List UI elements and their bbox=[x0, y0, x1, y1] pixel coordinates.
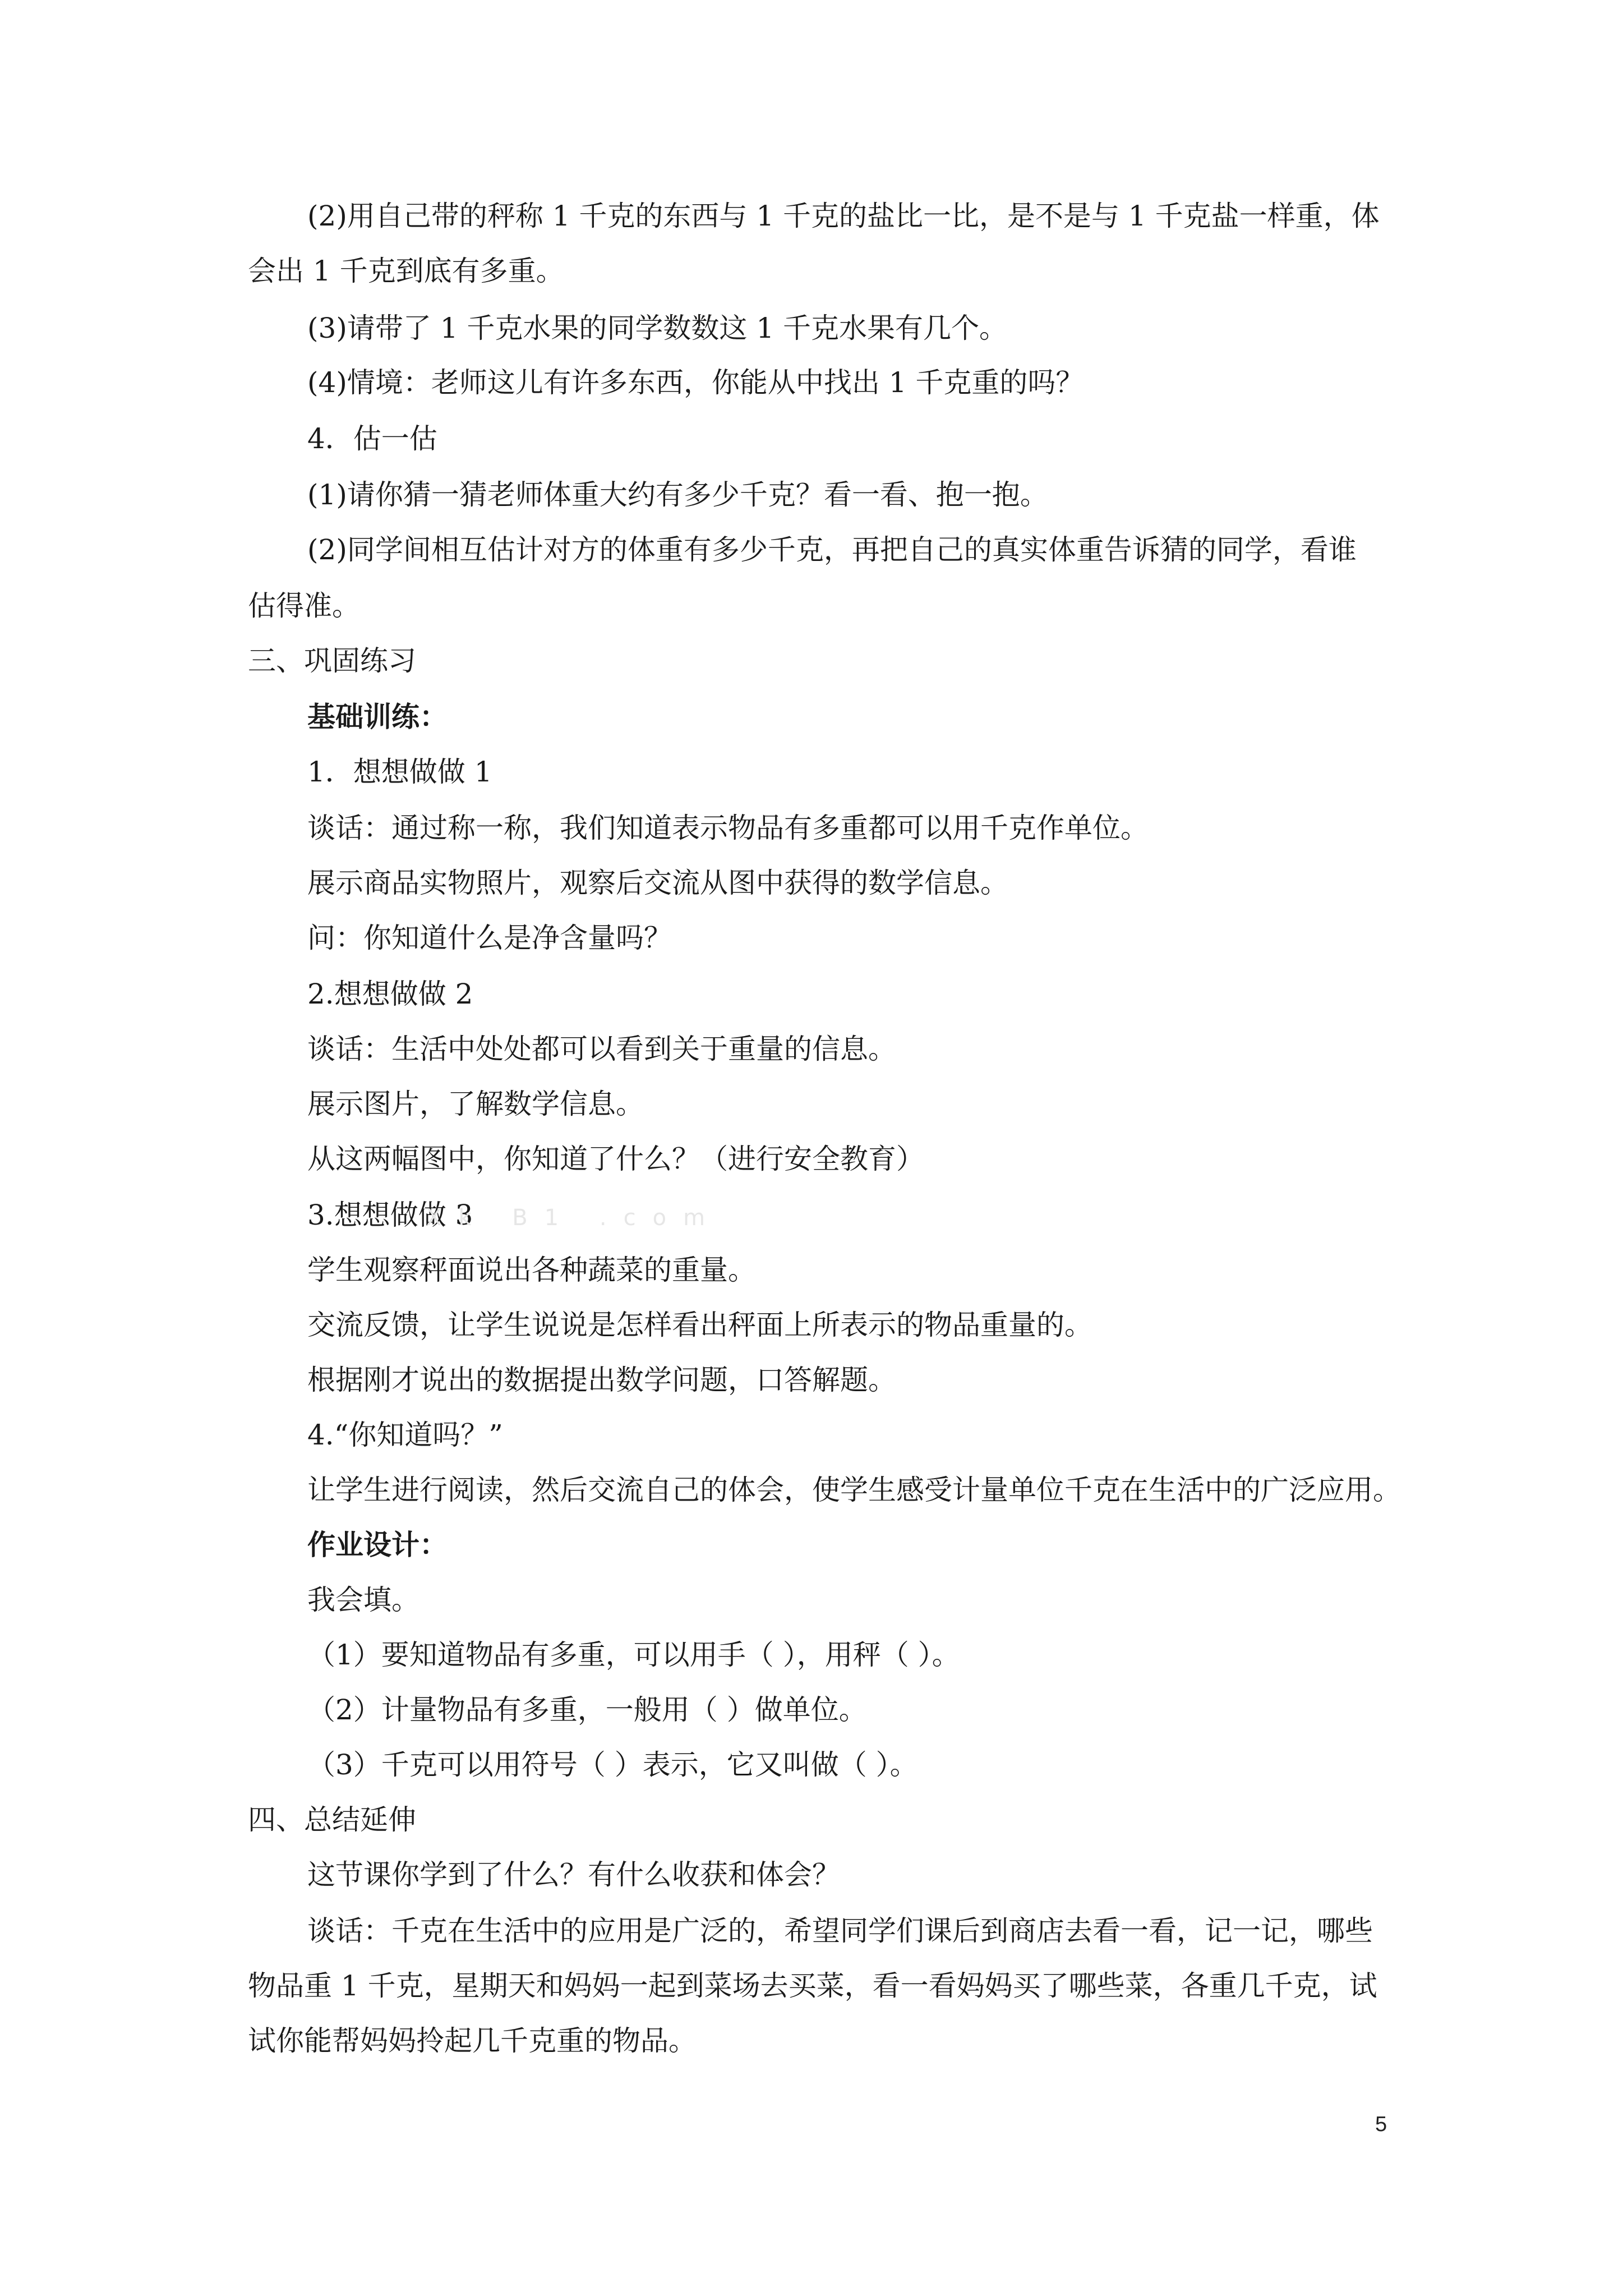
section-heading: 四、总结延伸 bbox=[248, 1803, 416, 1836]
exercise-title: 1．想想做做 1 bbox=[307, 756, 492, 788]
paragraph-line: 学生观察秤面说出各种蔬菜的重量。 bbox=[307, 1254, 756, 1286]
exercise-title: 3.想想做做 3 bbox=[307, 1199, 473, 1231]
section-heading: 三、巩固练习 bbox=[248, 645, 416, 677]
watermark: Xk B1 .com bbox=[426, 1205, 722, 1231]
section-heading: 4．估一估 bbox=[307, 422, 437, 455]
paragraph-line: 展示商品实物照片，观察后交流从图中获得的数学信息。 bbox=[307, 867, 1008, 899]
paragraph-line: 谈话：通过称一称，我们知道表示物品有多重都可以用千克作单位。 bbox=[307, 812, 1149, 844]
paragraph-line: 从这两幅图中，你知道了什么？（进行安全教育） bbox=[307, 1143, 924, 1175]
paragraph-line: (4)情境：老师这儿有许多东西，你能从中找出 1 千克重的吗？ bbox=[307, 366, 1084, 399]
fill-in-question: （3）千克可以用符号（ ）表示，它又叫做（ ）。 bbox=[307, 1749, 918, 1781]
exercise-title: 2.想想做做 2 bbox=[307, 978, 473, 1010]
fill-in-question: （2）计量物品有多重，一般用（ ）做单位。 bbox=[307, 1694, 867, 1726]
paragraph-line: 这节课你学到了什么？有什么收获和体会？ bbox=[307, 1858, 840, 1891]
paragraph-line: 问：你知道什么是净含量吗？ bbox=[307, 922, 672, 954]
paragraph-line: (2)用自己带的秤称 1 千克的东西与 1 千克的盐比一比，是不是与 1 千克盐一样重，体 bbox=[307, 200, 1380, 232]
exercise-title: 4.“你知道吗？” bbox=[307, 1419, 503, 1451]
paragraph-line: 展示图片，了解数学信息。 bbox=[307, 1088, 644, 1120]
paragraph-line: 我会填。 bbox=[307, 1584, 419, 1616]
paragraph-line: 试你能帮妈妈拎起几千克重的物品。 bbox=[248, 2024, 697, 2057]
paragraph-line: (2)同学间相互估计对方的体重有多少千克，再把自己的真实体重告诉猜的同学，看谁 bbox=[307, 533, 1357, 566]
paragraph-line: 根据刚才说出的数据提出数学问题，口答解题。 bbox=[307, 1364, 896, 1396]
paragraph-line: 会出 1 千克到底有多重。 bbox=[248, 255, 564, 287]
paragraph-line: 让学生进行阅读，然后交流自己的体会，使学生感受计量单位千克在生活中的广泛应用。 bbox=[307, 1474, 1401, 1506]
paragraph-line: 估得准。 bbox=[248, 590, 360, 622]
paragraph-line: (1)请你猜一猜老师体重大约有多少千克？看一看、抱一抱。 bbox=[307, 478, 1048, 511]
paragraph-line: 物品重 1 千克，星期天和妈妈一起到菜场去买菜，看一看妈妈买了哪些菜，各重几千克，试 bbox=[248, 1970, 1377, 2002]
paragraph-line: 谈话：生活中处处都可以看到关于重量的信息。 bbox=[307, 1033, 896, 1065]
paragraph-line: (3)请带了 1 千克水果的同学数数这 1 千克水果有几个。 bbox=[307, 312, 1008, 344]
subheading-basic-training: 基础训练： bbox=[307, 700, 448, 733]
fill-in-question: （1）要知道物品有多重，可以用手（ ），用秤（ ）。 bbox=[307, 1639, 960, 1671]
page-number: 5 bbox=[1375, 2113, 1387, 2136]
paragraph-line: 交流反馈，让学生说说是怎样看出秤面上所表示的物品重量的。 bbox=[307, 1309, 1092, 1341]
paragraph-line: 谈话：千克在生活中的应用是广泛的，希望同学们课后到商店去看一看，记一记，哪些 bbox=[307, 1915, 1373, 1947]
subheading-homework: 作业设计： bbox=[307, 1528, 448, 1561]
